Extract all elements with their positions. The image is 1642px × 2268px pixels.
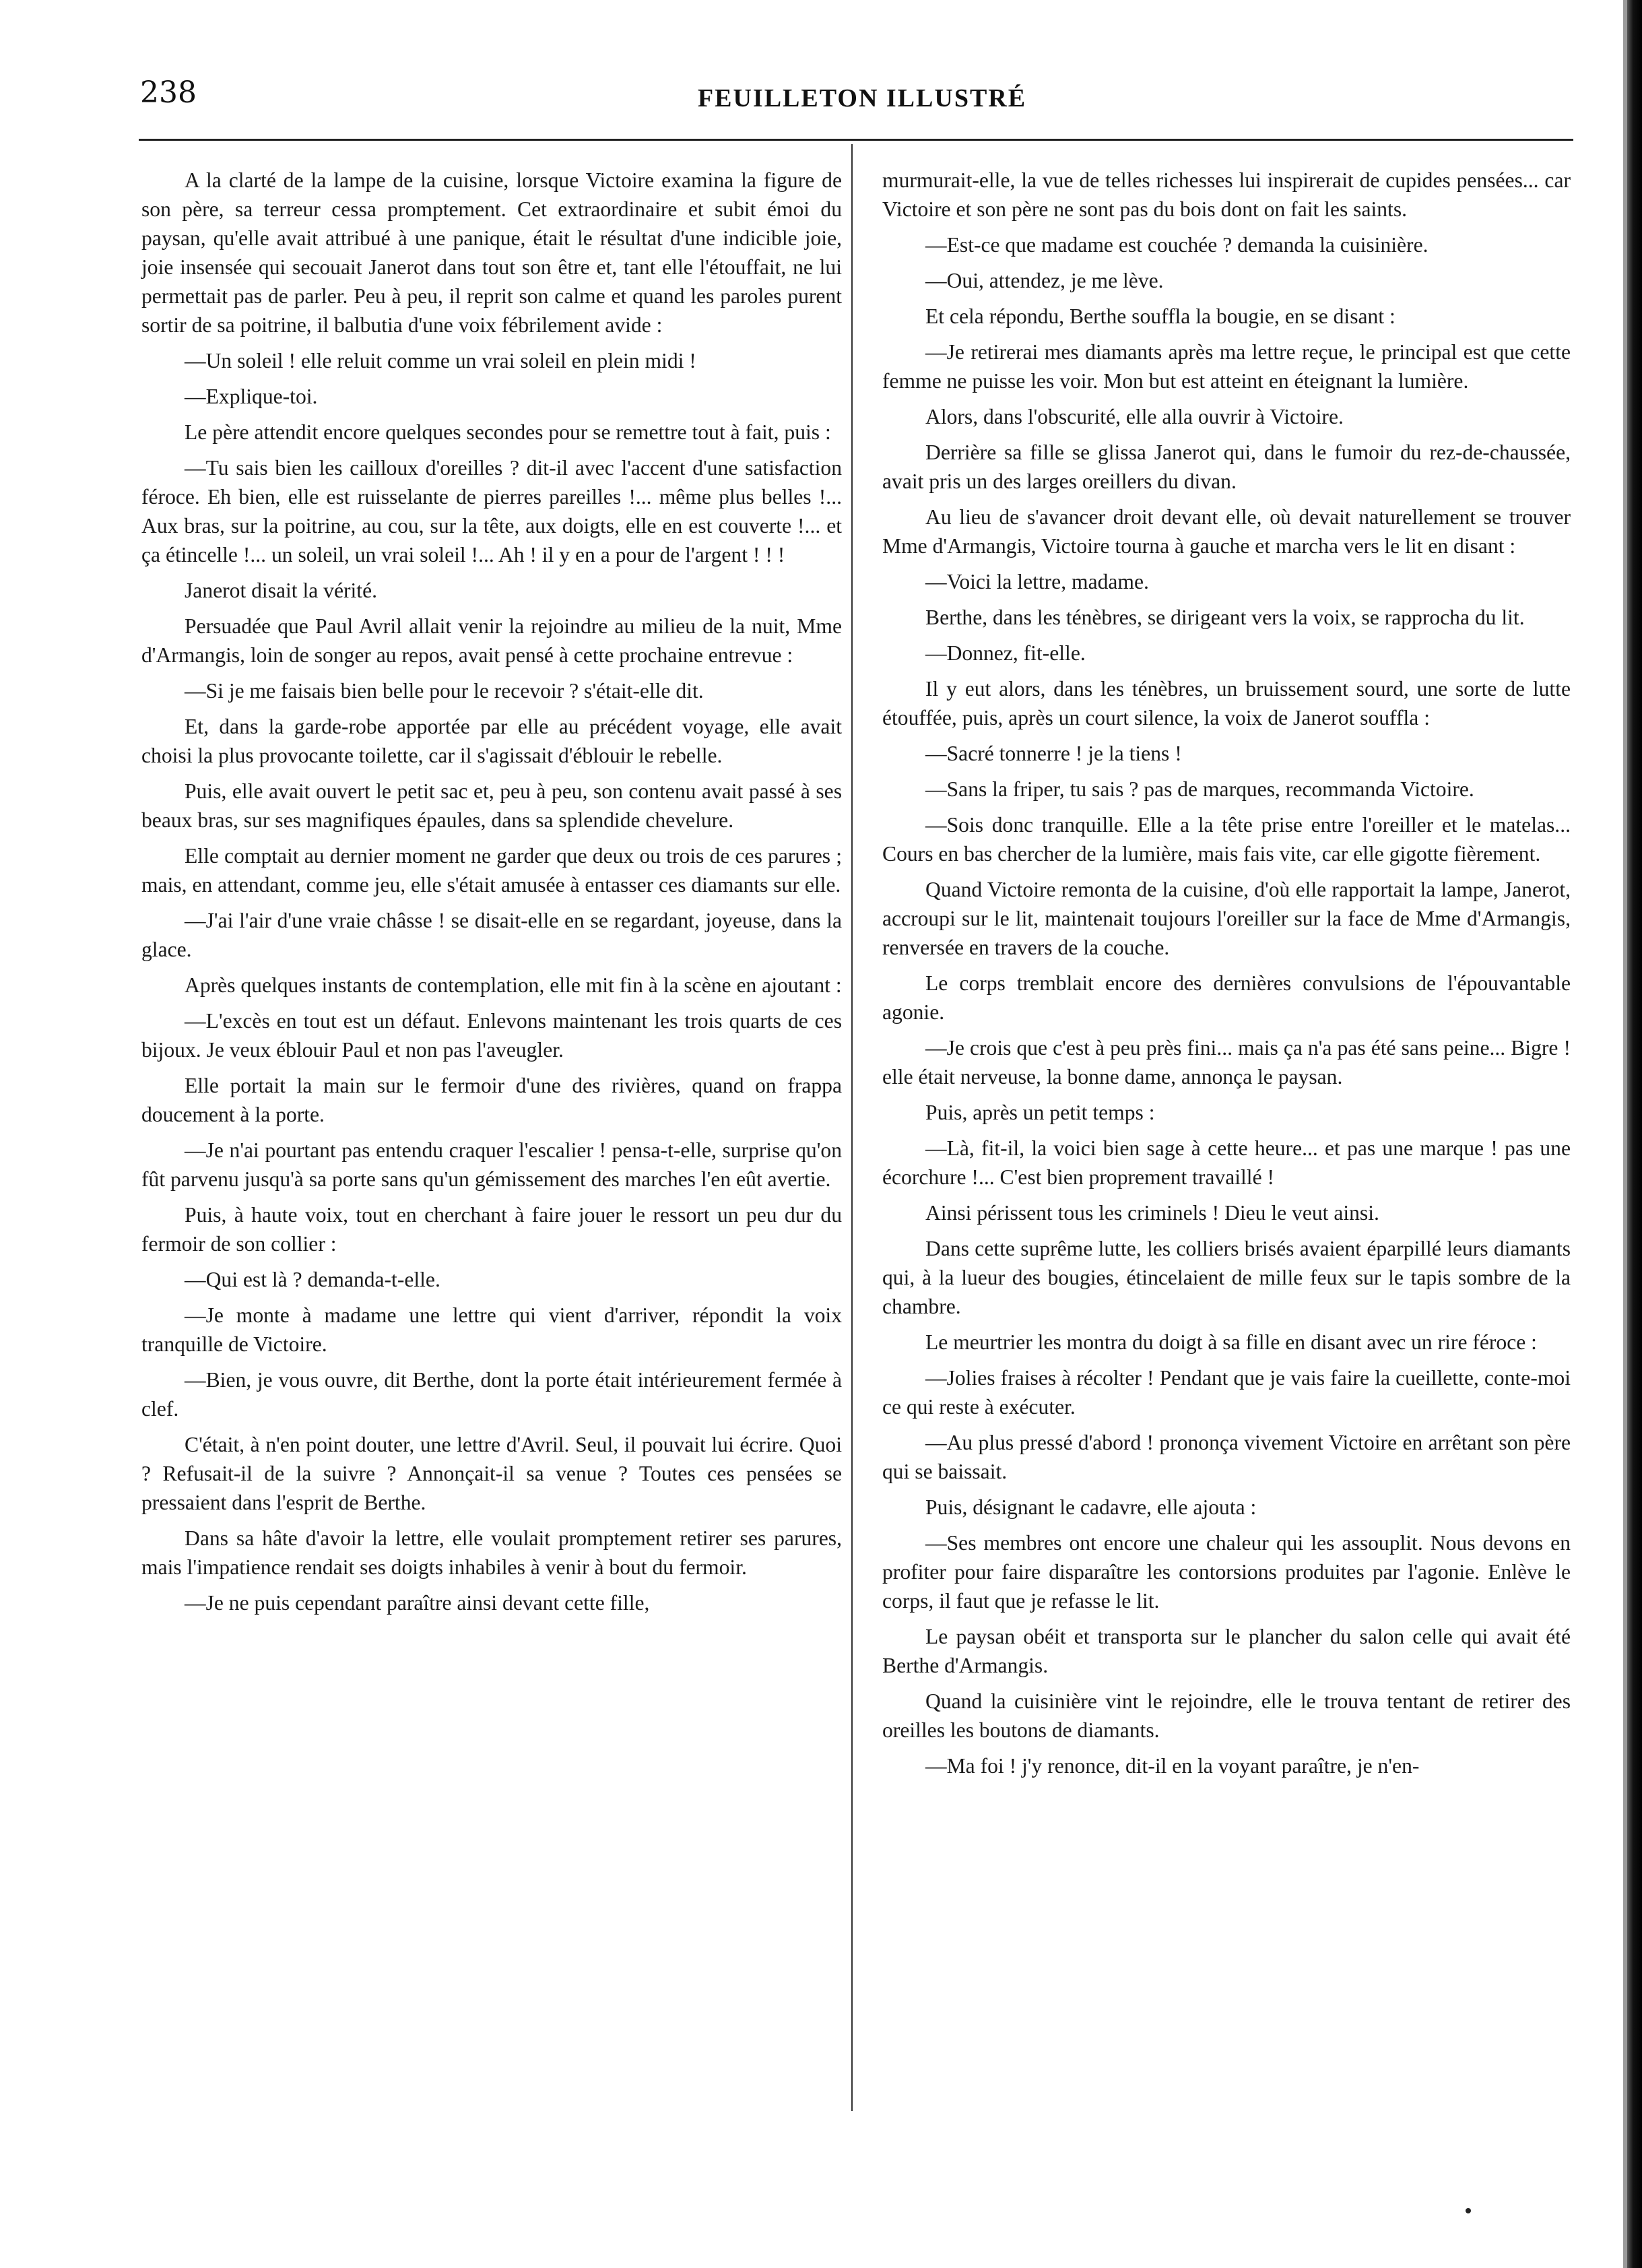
paragraph: Le paysan obéit et transporta sur le plancher du salon celle qui avait été Berthe d'Armangis. — [882, 1625, 1571, 1677]
paragraph: Berthe, dans les ténèbres, se dirigeant vers la voix, se rapprocha du lit. — [925, 606, 1525, 629]
ink-speck — [1466, 2208, 1471, 2213]
paragraph: Et cela répondu, Berthe souffla la bougie, en se disant : — [925, 304, 1395, 328]
paragraph: Le père attendit encore quelques secondes pour se remettre tout à fait, puis : — [185, 420, 831, 444]
paragraph: C'était, à n'en point douter, une lettre d'Avril. Seul, il pouvait lui écrire. Quoi ? Refusait-il de la suivre ? Annonçait-il sa venue ? Toutes ces pensées se pressaient dans l'esprit de Berthe. — [141, 1433, 842, 1514]
paragraph: Au lieu de s'avancer droit devant elle, où devait naturellement se trouver Mme d'Armangis, Victoire tourna à gauche et marcha vers le lit en disant : — [882, 505, 1571, 558]
paragraph: Le corps tremblait encore des dernières convulsions de l'épouvantable agonie. — [882, 971, 1571, 1024]
paragraph: —Sacré tonnerre ! je la tiens ! — [925, 742, 1182, 765]
column-divider — [851, 144, 853, 2111]
left-column — [141, 166, 842, 1624]
paragraph: —Je monte à madame une lettre qui vient d'arriver, répondit la voix tranquille de Victoire. — [141, 1303, 842, 1356]
paragraph: Puis, désignant le cadavre, elle ajouta : — [925, 1495, 1257, 1519]
paragraph: —Oui, attendez, je me lève. — [925, 269, 1164, 292]
paragraph: Janerot disait la vérité. — [185, 579, 377, 602]
paragraph: —Donnez, fit-elle. — [925, 641, 1086, 665]
paragraph: —Explique-toi. — [185, 385, 318, 408]
paragraph: Le meurtrier les montra du doigt à sa fille en disant avec un rire féroce : — [925, 1330, 1537, 1354]
paragraph: Il y eut alors, dans les ténèbres, un bruissement sourd, une sorte de lutte étouffée, puis, après un court silence, la voix de Janerot souffla : — [882, 677, 1571, 730]
paragraph: —L'excès en tout est un défaut. Enlevons maintenant les trois quarts de ces bijoux. Je veux éblouir Paul et non pas l'aveugler. — [141, 1009, 842, 1062]
paragraph: —Ses membres ont encore une chaleur qui les assouplit. Nous devons en profiter pour faire disparaître les contorsions produites par l'agonie. Enlève le corps, il faut que je refasse le lit. — [882, 1531, 1571, 1613]
paragraph: Ainsi périssent tous les criminels ! Dieu le veut ainsi. — [925, 1201, 1379, 1225]
paragraph: Elle comptait au dernier moment ne garder que deux ou trois de ces parures ; mais, en attendant, comme jeu, elle s'était amusée à entasser ces diamants sur elle. — [141, 844, 842, 897]
paragraph: —Qui est là ? demanda-t-elle. — [185, 1268, 440, 1291]
paragraph: —Si je me faisais bien belle pour le recevoir ? s'était-elle dit. — [185, 679, 704, 703]
paragraph: —Je n'ai pourtant pas entendu craquer l'escalier ! pensa-t-elle, surprise qu'on fût parvenu jusqu'à sa porte sans qu'un gémissement des marches l'en eût avertie. — [141, 1138, 842, 1191]
paragraph: Après quelques instants de contemplation, elle mit fin à la scène en ajoutant : — [185, 973, 842, 997]
scan-border — [1627, 0, 1642, 2268]
paragraph: —Ma foi ! j'y renonce, dit-il en la voyant paraître, je n'en- — [925, 1754, 1420, 1778]
paragraph: Quand Victoire remonta de la cuisine, d'où elle rapportait la lampe, Janerot, accroupi sur le lit, maintenait toujours l'oreiller sur la face de Mme d'Armangis, renversée en travers de la couche. — [882, 878, 1571, 959]
paragraph: Elle portait la main sur le fermoir d'une des rivières, quand on frappa doucement à la porte. — [141, 1074, 842, 1126]
paragraph: —Je ne puis cependant paraître ainsi devant cette fille, — [185, 1591, 650, 1615]
paragraph: A la clarté de la lampe de la cuisine, lorsque Victoire examina la figure de son père, sa terreur cessa promptement. Cet extraordinaire et subit émoi du paysan, qu'elle avait attribué à une panique, était le résultat d'une indicible joie, joie insensée qui secouait Janerot dans tout son être et, tant elle l'étouffait, ne lui permettait pas de parler. Peu à peu, il reprit son calme et quand les paroles purent sortir de sa poitrine, il balbutia d'une voix fébrilement avide : — [141, 168, 842, 337]
paragraph: Et, dans la garde-robe apportée par elle au précédent voyage, elle avait choisi la plus provocante toilette, car il s'agissait d'éblouir le rebelle. — [141, 715, 842, 767]
paragraph: Puis, à haute voix, tout en cherchant à faire jouer le ressort un peu dur du fermoir de son collier : — [141, 1203, 842, 1256]
paragraph: —Je crois que c'est à peu près fini... mais ça n'a pas été sans peine... Bigre ! elle était nerveuse, la bonne dame, annonça le paysan. — [882, 1036, 1571, 1089]
paragraph: Dans cette suprême lutte, les colliers brisés avaient éparpillé leurs diamants qui, à la lueur des bougies, étincelaient de mille feux sur le tapis sombre de la chambre. — [882, 1237, 1571, 1318]
paragraph: Alors, dans l'obscurité, elle alla ouvrir à Victoire. — [925, 405, 1344, 428]
paragraph: —J'ai l'air d'une vraie châsse ! se disait-elle en se regardant, joyeuse, dans la glace. — [141, 909, 842, 961]
paragraph: —Je retirerai mes diamants après ma lettre reçue, le principal est que cette femme ne puisse les voir. Mon but est atteint en éteignant la lumière. — [882, 340, 1571, 393]
paragraph: —Bien, je vous ouvre, dit Berthe, dont la porte était intérieurement fermée à clef. — [141, 1368, 842, 1421]
paragraph: —Jolies fraises à récolter ! Pendant que je vais faire la cueillette, conte-moi ce qui reste à exécuter. — [882, 1366, 1571, 1419]
paragraph: Dans sa hâte d'avoir la lettre, elle voulait promptement retirer ses parures, mais l'impatience rendait ses doigts inhabiles à venir à bout du fermoir. — [141, 1526, 842, 1579]
paragraph: Puis, elle avait ouvert le petit sac et, peu à peu, son contenu avait passé à ses beaux bras, sur ses magnifiques épaules, dans sa splendide chevelure. — [141, 779, 842, 832]
running-title: FEUILLETON ILLUSTRÉ — [697, 84, 1027, 112]
paragraph: —Au plus pressé d'abord ! prononça vivement Victoire en arrêtant son père qui se baissait. — [882, 1431, 1571, 1483]
paragraph: Persuadée que Paul Avril allait venir la rejoindre au milieu de la nuit, Mme d'Armangis, loin de songer au repos, avait pensé à cette prochaine entrevue : — [141, 614, 842, 667]
paragraph: —Là, fit-il, la voici bien sage à cette heure... et pas une marque ! pas une écorchure !... C'est bien proprement travaillé ! — [882, 1136, 1571, 1189]
header-rule — [139, 139, 1573, 141]
paragraph: —Sois donc tranquille. Elle a la tête prise entre l'oreiller et le matelas... Cours en bas chercher de la lumière, mais fais vite, car elle gigotte fièrement. — [882, 813, 1571, 866]
right-column — [882, 166, 1571, 1787]
paragraph: Puis, après un petit temps : — [925, 1101, 1155, 1124]
paragraph: —Un soleil ! elle reluit comme un vrai soleil en plein midi ! — [185, 349, 696, 372]
paragraph: —Est-ce que madame est couchée ? demanda la cuisinière. — [925, 233, 1428, 257]
page-number: 238 — [140, 75, 197, 110]
paragraph: —Voici la lettre, madame. — [925, 570, 1149, 593]
paragraph: murmurait-elle, la vue de telles richesses lui inspirerait de cupides pensées... car Victoire et son père ne sont pas du bois dont on fait les saints. — [882, 168, 1571, 221]
paragraph: —Tu sais bien les cailloux d'oreilles ? dit-il avec l'accent d'une satisfaction féroce. Eh bien, elle est ruisselante de pierres pareilles !... même plus belles !... Aux bras, sur la poitrine, au cou, sur la tête, aux doigts, elle en est couverte !... et ça étincelle !... un soleil, un vrai soleil !... Ah ! il y en a pour de l'argent ! ! ! — [141, 456, 842, 566]
paragraph: —Sans la friper, tu sais ? pas de marques, recommanda Victoire. — [925, 777, 1474, 801]
paragraph: Quand la cuisinière vint le rejoindre, elle le trouva tentant de retirer des oreilles les boutons de diamants. — [882, 1689, 1571, 1742]
paragraph: Derrière sa fille se glissa Janerot qui, dans le fumoir du rez-de-chaussée, avait pris un des larges oreillers du divan. — [882, 441, 1571, 493]
